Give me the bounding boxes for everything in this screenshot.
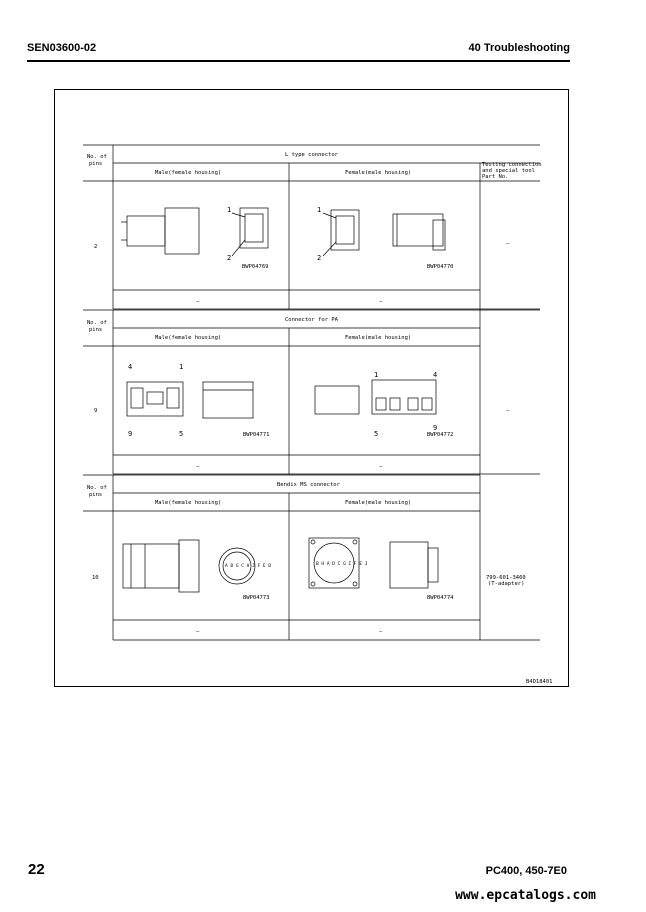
pins-count-3: 10 (92, 575, 99, 581)
tool-dash-1: — (506, 241, 510, 247)
female-dash-1: — (379, 299, 383, 305)
female-fig-code-2: BWP04772 (427, 432, 454, 438)
pa-male-callout-5: 5 (179, 430, 184, 438)
testing-header-c: Part No. (482, 174, 509, 180)
female-dash-2: — (379, 464, 383, 470)
male-fig-code-3: BWP04773 (243, 595, 270, 601)
pa-male-callout-9: 9 (128, 430, 133, 438)
testing-header-a: Testing connection (482, 162, 542, 168)
pa-female-callout-5: 5 (374, 430, 379, 438)
female-fig-code-1: BWP04770 (427, 264, 454, 270)
female-header-2: Female(male housing) (345, 335, 412, 341)
male-dash-1: — (196, 299, 200, 305)
pins-header-2b: pins (89, 327, 103, 333)
female-header-3: Female(male housing) (345, 500, 412, 506)
l-type-female-drawing (323, 210, 445, 256)
section-title: 40 Troubleshooting (468, 42, 570, 54)
male-pin-letters: A B G C H J F E D (225, 564, 272, 569)
page-number: 22 (28, 861, 45, 878)
model-name: PC400, 450-7E0 (485, 865, 567, 877)
male-callout-1: 1 (227, 206, 232, 214)
female-dash-3: — (379, 629, 383, 635)
female-fig-code-3: BWP04774 (427, 595, 454, 601)
pa-female-drawing (315, 380, 436, 414)
pins-header-2: No. of (87, 320, 107, 326)
pins-header-3b: pins (89, 492, 103, 498)
male-header-1: Male(female housing) (155, 170, 222, 176)
pa-female-callout-4: 4 (433, 371, 438, 379)
connector-table-svg (55, 90, 570, 688)
pins-header-3: No. of (87, 485, 107, 491)
tool-part-no: 799-601-3460 (486, 575, 526, 581)
website-link[interactable]: www.epcatalogs.com (455, 888, 596, 903)
male-dash-3: — (196, 629, 200, 635)
connector-name-3: Bendix MS connector (277, 482, 340, 488)
document-code: SEN03600-02 (27, 42, 97, 54)
connector-table-figure (54, 89, 569, 687)
table-grid (83, 145, 540, 640)
tool-part-desc: (T-adapter) (488, 581, 525, 587)
male-dash-2: — (196, 464, 200, 470)
female-header-1: Female(male housing) (345, 170, 412, 176)
pa-male-callout-4: 4 (128, 363, 133, 371)
pins-count-2: 9 (94, 408, 98, 414)
pins-header-1: No. of (87, 154, 107, 160)
pa-male-callout-1: 1 (179, 363, 184, 371)
testing-header-b: and special tool (482, 168, 535, 174)
male-header-2: Male(female housing) (155, 335, 222, 341)
pins-header-1b: pins (89, 161, 103, 167)
pins-count-1: 2 (94, 244, 98, 250)
male-callout-2: 2 (227, 254, 232, 262)
male-fig-code-1: BWP04769 (242, 264, 269, 270)
female-callout-1: 1 (317, 206, 322, 214)
tool-dash-2: — (506, 408, 510, 414)
connector-name-2: Connector for PA (285, 317, 338, 323)
header-rule (27, 60, 570, 62)
l-type-male-drawing (121, 208, 268, 256)
pa-female-callout-1: 1 (374, 371, 379, 379)
figure-code: B4D18401 (526, 679, 553, 685)
male-header-3: Male(female housing) (155, 500, 222, 506)
male-fig-code-2: BWP04771 (243, 432, 270, 438)
female-callout-2: 2 (317, 254, 322, 262)
connector-name-1: L type connector (285, 152, 338, 158)
pa-female-callout-9: 9 (433, 424, 438, 432)
female-pin-letters: B H A D C G I F E J (316, 562, 368, 567)
pa-male-drawing (127, 382, 253, 418)
